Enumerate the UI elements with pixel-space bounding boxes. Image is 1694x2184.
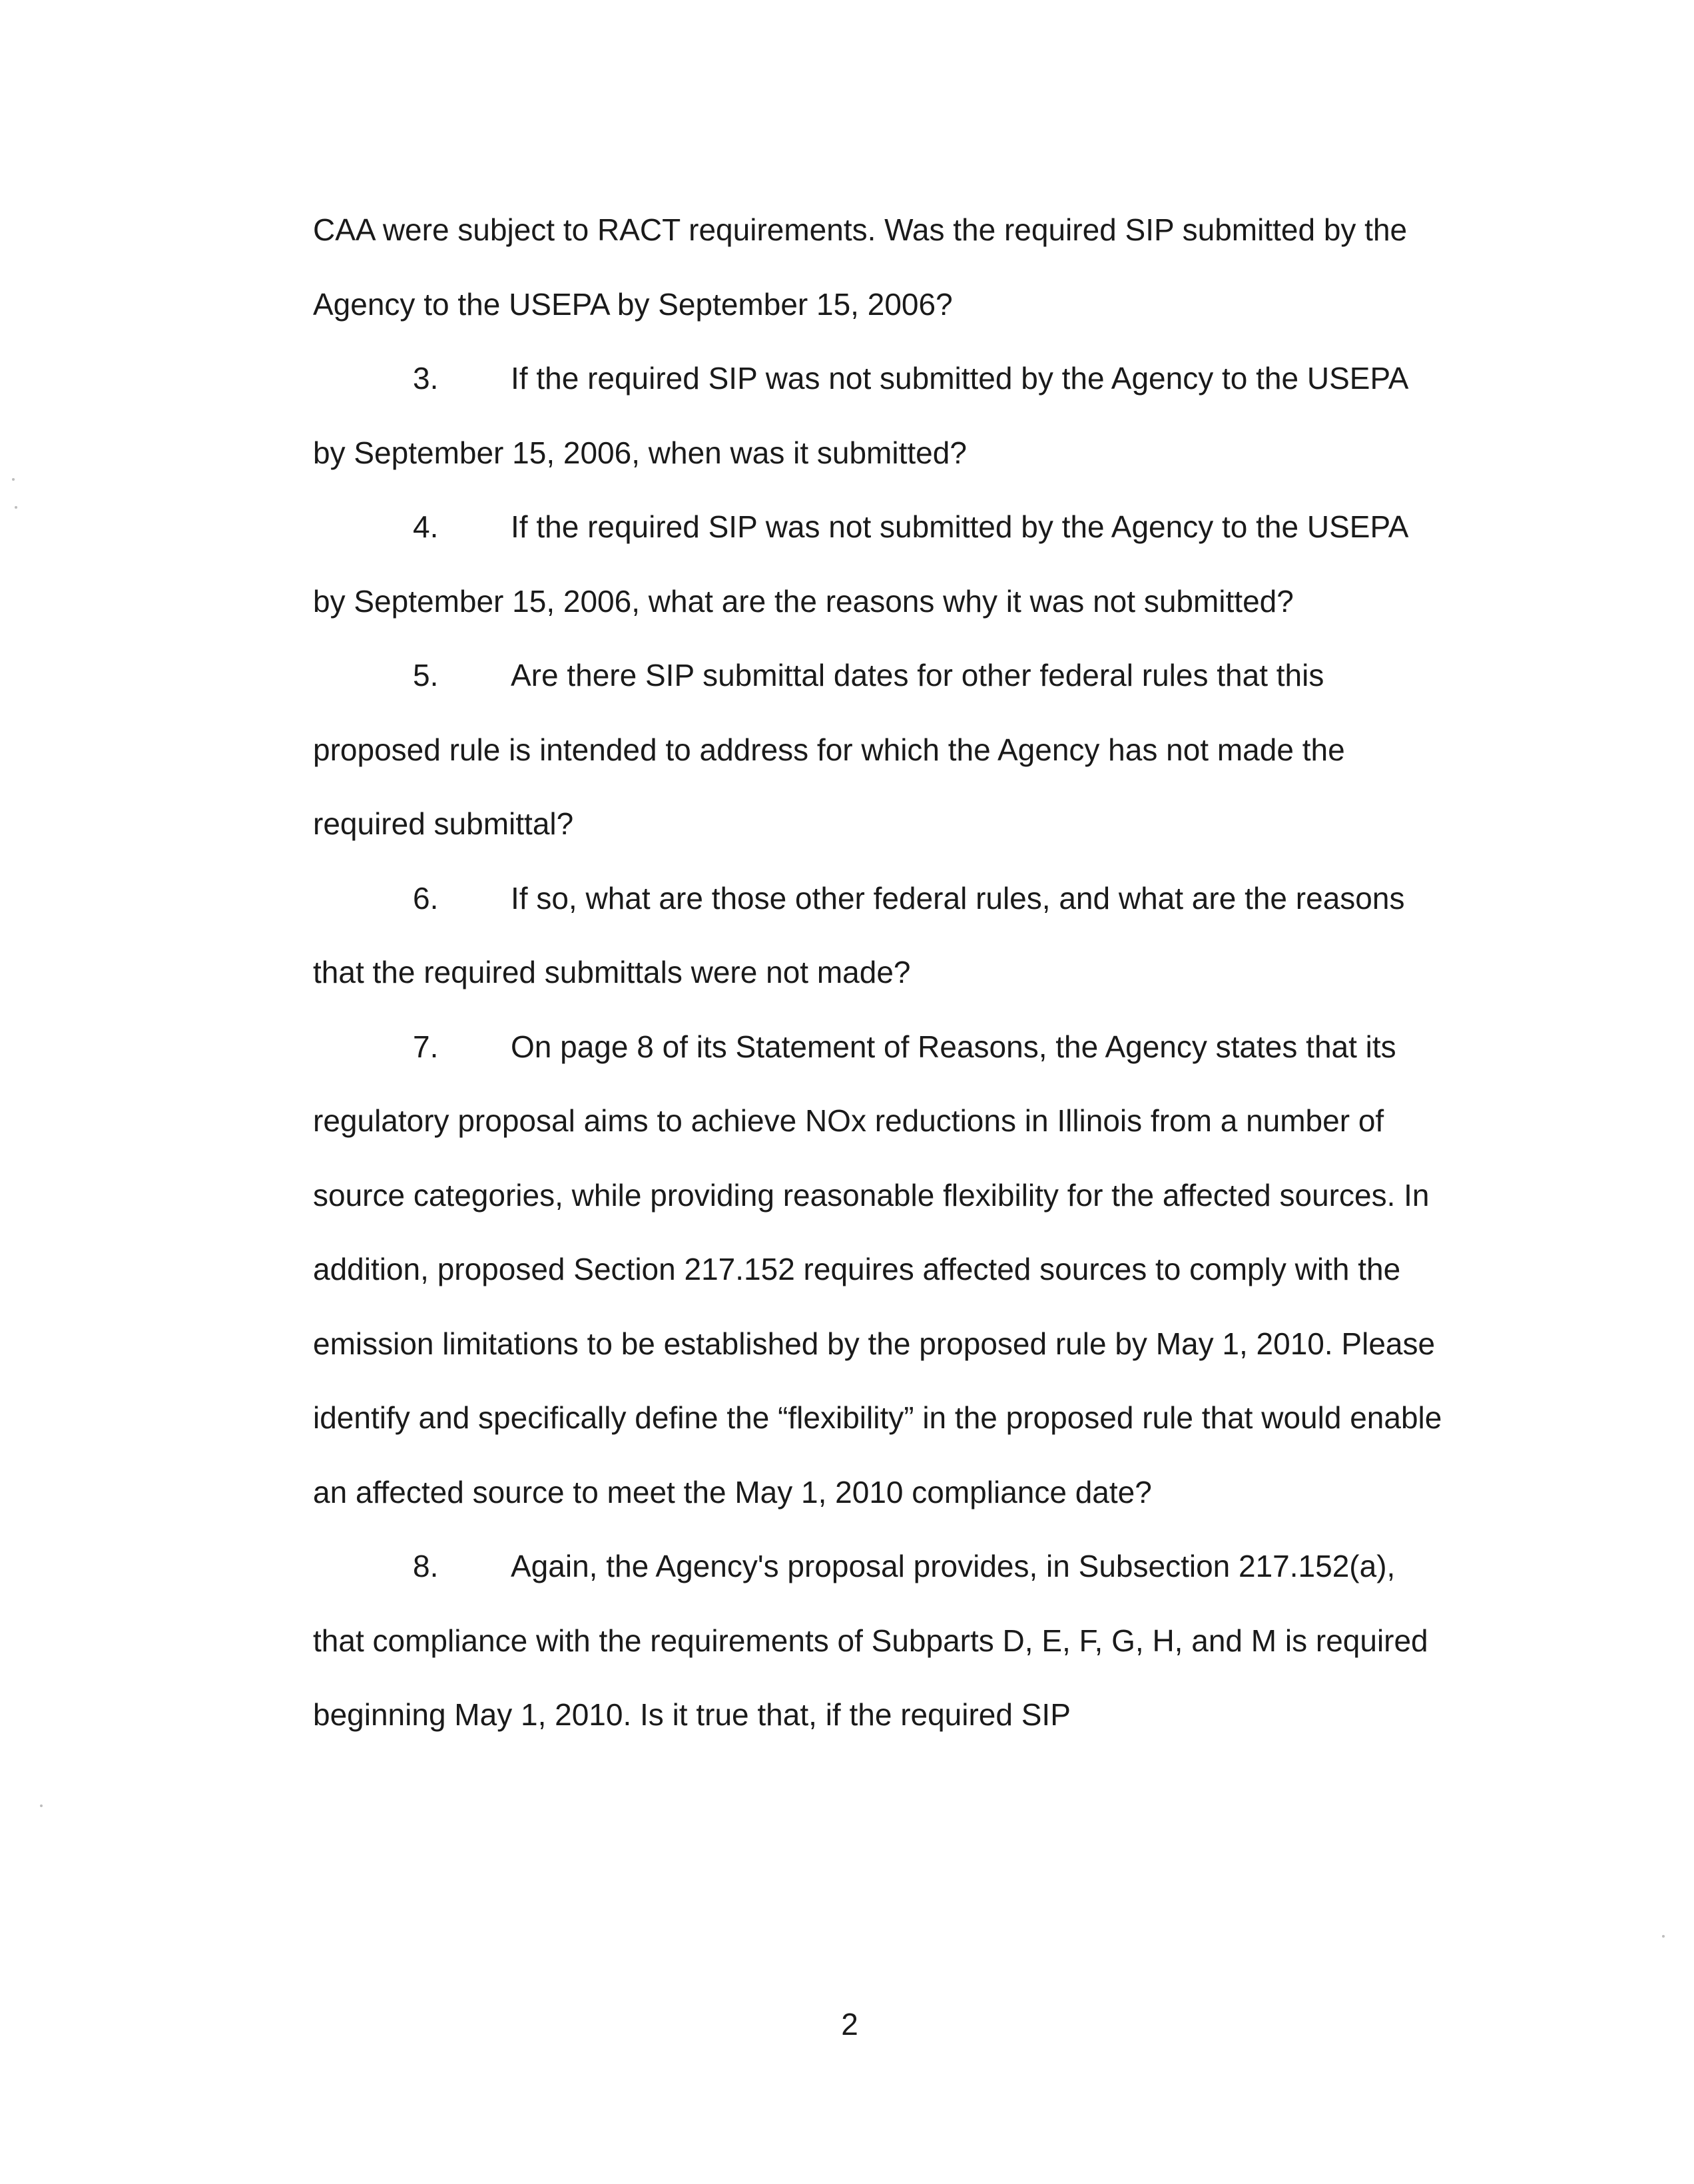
question-number: 7. (413, 1029, 439, 1064)
question-text: Are there SIP submittal dates for other federal rules that this proposed rule is intended to address for which the Agency has not made the required submittal? (313, 658, 1345, 841)
question-text: If the required SIP was not submitted by the Agency to the USEPA by September 15, 2006, when was it submitted? (313, 361, 1407, 470)
question-number: 6. (413, 880, 439, 916)
question-4 (313, 490, 1445, 639)
scan-speck (15, 506, 17, 509)
question-6 (313, 862, 1445, 1010)
page-number: 2 (841, 2007, 858, 2042)
question-number: 8. (413, 1549, 439, 1583)
scan-speck (1662, 1935, 1665, 1938)
question-3 (313, 342, 1445, 490)
scan-speck (12, 478, 15, 481)
question-number: 4. (413, 509, 439, 544)
question-text: If the required SIP was not submitted by the Agency to the USEPA by September 15, 2006, what are the reasons why it was not submitted? (313, 509, 1407, 619)
intro-paragraph: CAA were subject to RACT requirements. Was the required SIP submitted by the Agency to the USEPA by September 15, 2006? (313, 212, 1408, 322)
question-5 (313, 639, 1445, 862)
question-number: 3. (413, 361, 439, 396)
question-text: Again, the Agency's proposal provides, in Subsection 217.152(a), that compliance with the requirements of Subparts D, E, F, G, H, and M is required beginning May 1, 2010. Is it true that, if the required SIP (313, 1549, 1428, 1732)
question-text: On page 8 of its Statement of Reasons, the Agency states that its regulatory proposal aims to achieve NOx reductions in Illinois from a number of source categories, while providing reasonable flexibility for the affected sources. In addition, proposed Section 217.152 requires affected sources to comply with the emission limitations to be established by the proposed rule by May 1, 2010. Please identify and specifically define the “flexibility” in the proposed rule that would enable an affected source to meet the May 1, 2010 compliance date? (313, 1029, 1442, 1509)
question-8 (313, 1529, 1445, 1753)
document-body (313, 193, 1445, 1753)
scan-speck (40, 1804, 43, 1807)
question-7 (313, 1010, 1445, 1530)
question-number: 5. (413, 658, 439, 692)
question-text: If so, what are those other federal rules, and what are the reasons that the required submittals were not made? (313, 880, 1405, 989)
